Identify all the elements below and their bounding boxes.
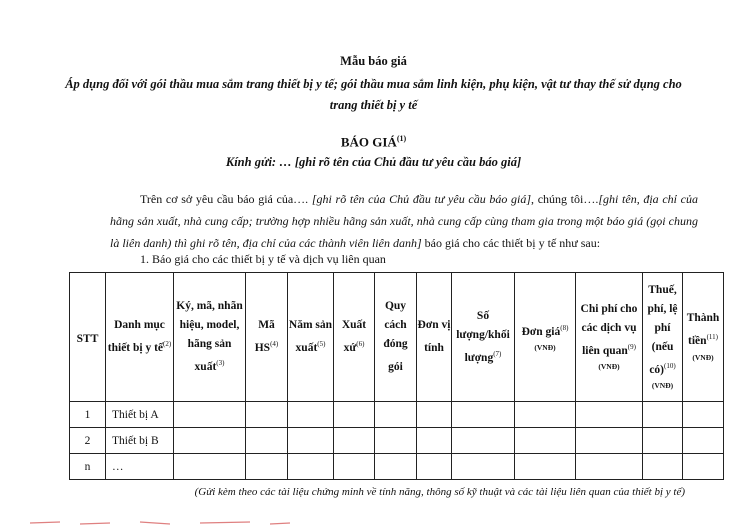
empty-cell <box>417 454 452 480</box>
empty-cell <box>334 428 375 454</box>
document-title <box>0 134 747 150</box>
col-header: Quy cách đóng gói <box>375 273 417 402</box>
empty-cell <box>246 402 288 428</box>
scan-artifact-marks <box>20 518 660 526</box>
empty-cell <box>417 428 452 454</box>
empty-cell <box>576 402 643 428</box>
empty-cell <box>375 402 417 428</box>
row-device-name: Thiết bị B <box>106 428 174 454</box>
empty-cell <box>643 454 683 480</box>
col-header: Ký, mã, nhãn hiệu, model, hãng sản xuất$^{(3)}$ <box>174 273 246 402</box>
recipient-label: Kính gửi: … <box>225 155 295 169</box>
empty-cell <box>452 428 515 454</box>
table-row <box>70 454 724 480</box>
intro-paragraph <box>110 188 698 254</box>
empty-cell <box>375 454 417 480</box>
empty-cell <box>515 428 576 454</box>
empty-cell <box>683 454 724 480</box>
empty-cell <box>452 402 515 428</box>
empty-cell <box>515 454 576 480</box>
col-header: Số lượng/khối lượng$^{(7)}$ <box>452 273 515 402</box>
empty-cell <box>417 402 452 428</box>
col-header: Thành tiền$^{(11)}$ (VNĐ) <box>683 273 724 402</box>
empty-cell <box>334 402 375 428</box>
title-footnote: (1) <box>396 134 407 143</box>
empty-cell <box>174 402 246 428</box>
table-header-row <box>70 273 724 402</box>
table-row <box>70 428 724 454</box>
col-header: Đơn vị tính <box>417 273 452 402</box>
applicability-note: Áp dụng đối với gói thầu mua sắm trang thiết bị y tế; gói thầu mua sắm linh kiện, phụ kiện, vật tư thay thế sử dụng cho trang thiết bị y tế <box>65 77 682 112</box>
row-device-name: … <box>106 454 174 480</box>
row-device-name: Thiết bị A <box>106 402 174 428</box>
empty-cell <box>288 402 334 428</box>
form-title: Mẫu báo giá <box>340 54 407 68</box>
document-title-text: BÁO GIÁ <box>340 134 397 150</box>
intro-part-3: , chúng tôi…. <box>531 192 599 206</box>
empty-cell <box>683 428 724 454</box>
intro-part-5: báo giá cho các thiết bị y tế như sau: <box>421 236 601 250</box>
table-row <box>70 402 724 428</box>
empty-cell <box>375 428 417 454</box>
col-header: Năm sản xuất$^{(5)}$ <box>288 273 334 402</box>
empty-cell <box>576 428 643 454</box>
footer-note: (Gửi kèm theo các tài liệu chứng minh về tính năng, thông số kỹ thuật và các tài liệu liên quan của thiết bị y tế) <box>194 486 685 498</box>
empty-cell <box>515 402 576 428</box>
row-stt: 2 <box>70 428 106 454</box>
empty-cell <box>683 402 724 428</box>
intro-part-1: Trên cơ sở yêu cầu báo giá của…. <box>140 192 312 206</box>
col-header: Mã HS$^{(4)}$ <box>246 273 288 402</box>
col-header: Xuất xứ$^{(6)}$ <box>334 273 375 402</box>
row-stt: 1 <box>70 402 106 428</box>
empty-cell <box>288 428 334 454</box>
recipient-line <box>0 155 747 170</box>
intro-part-4: [ghi tên, địa chỉ của hãng sản xuất, nhà cung cấp; trường hợp nhiều hãng sản xuất, nhà cung cấp cùng tham gia trong một báo giá (gọi chung là liên danh) thì ghi rõ tên, địa chỉ của các thành viên liên danh] <box>110 192 698 250</box>
empty-cell <box>246 454 288 480</box>
col-header: Thuế, phí, lệ phí (nếu có)$^{(10)}$ (VNĐ) <box>643 273 683 402</box>
empty-cell <box>174 454 246 480</box>
empty-cell <box>643 402 683 428</box>
col-header: Chi phí cho các dịch vụ liên quan$^{(9)}$ (VNĐ) <box>576 273 643 402</box>
col-header: Danh mục thiết bị y tế$^{(2)}$ <box>106 273 174 402</box>
empty-cell <box>288 454 334 480</box>
quotation-table <box>69 272 724 480</box>
intro-part-2: [ghi rõ tên của Chủ đầu tư yêu cầu báo giá] <box>311 192 532 206</box>
col-header: STT <box>70 273 106 402</box>
empty-cell <box>576 454 643 480</box>
empty-cell <box>452 454 515 480</box>
col-header: Đơn giá$^{(8)}$ (VNĐ) <box>515 273 576 402</box>
recipient-value: [ghi rõ tên của Chủ đầu tư yêu cầu báo giá] <box>294 155 522 169</box>
empty-cell <box>246 428 288 454</box>
row-stt: n <box>70 454 106 480</box>
empty-cell <box>334 454 375 480</box>
empty-cell <box>643 428 683 454</box>
empty-cell <box>174 428 246 454</box>
section-heading: 1. Báo giá cho các thiết bị y tế và dịch vụ liên quan <box>140 252 386 266</box>
